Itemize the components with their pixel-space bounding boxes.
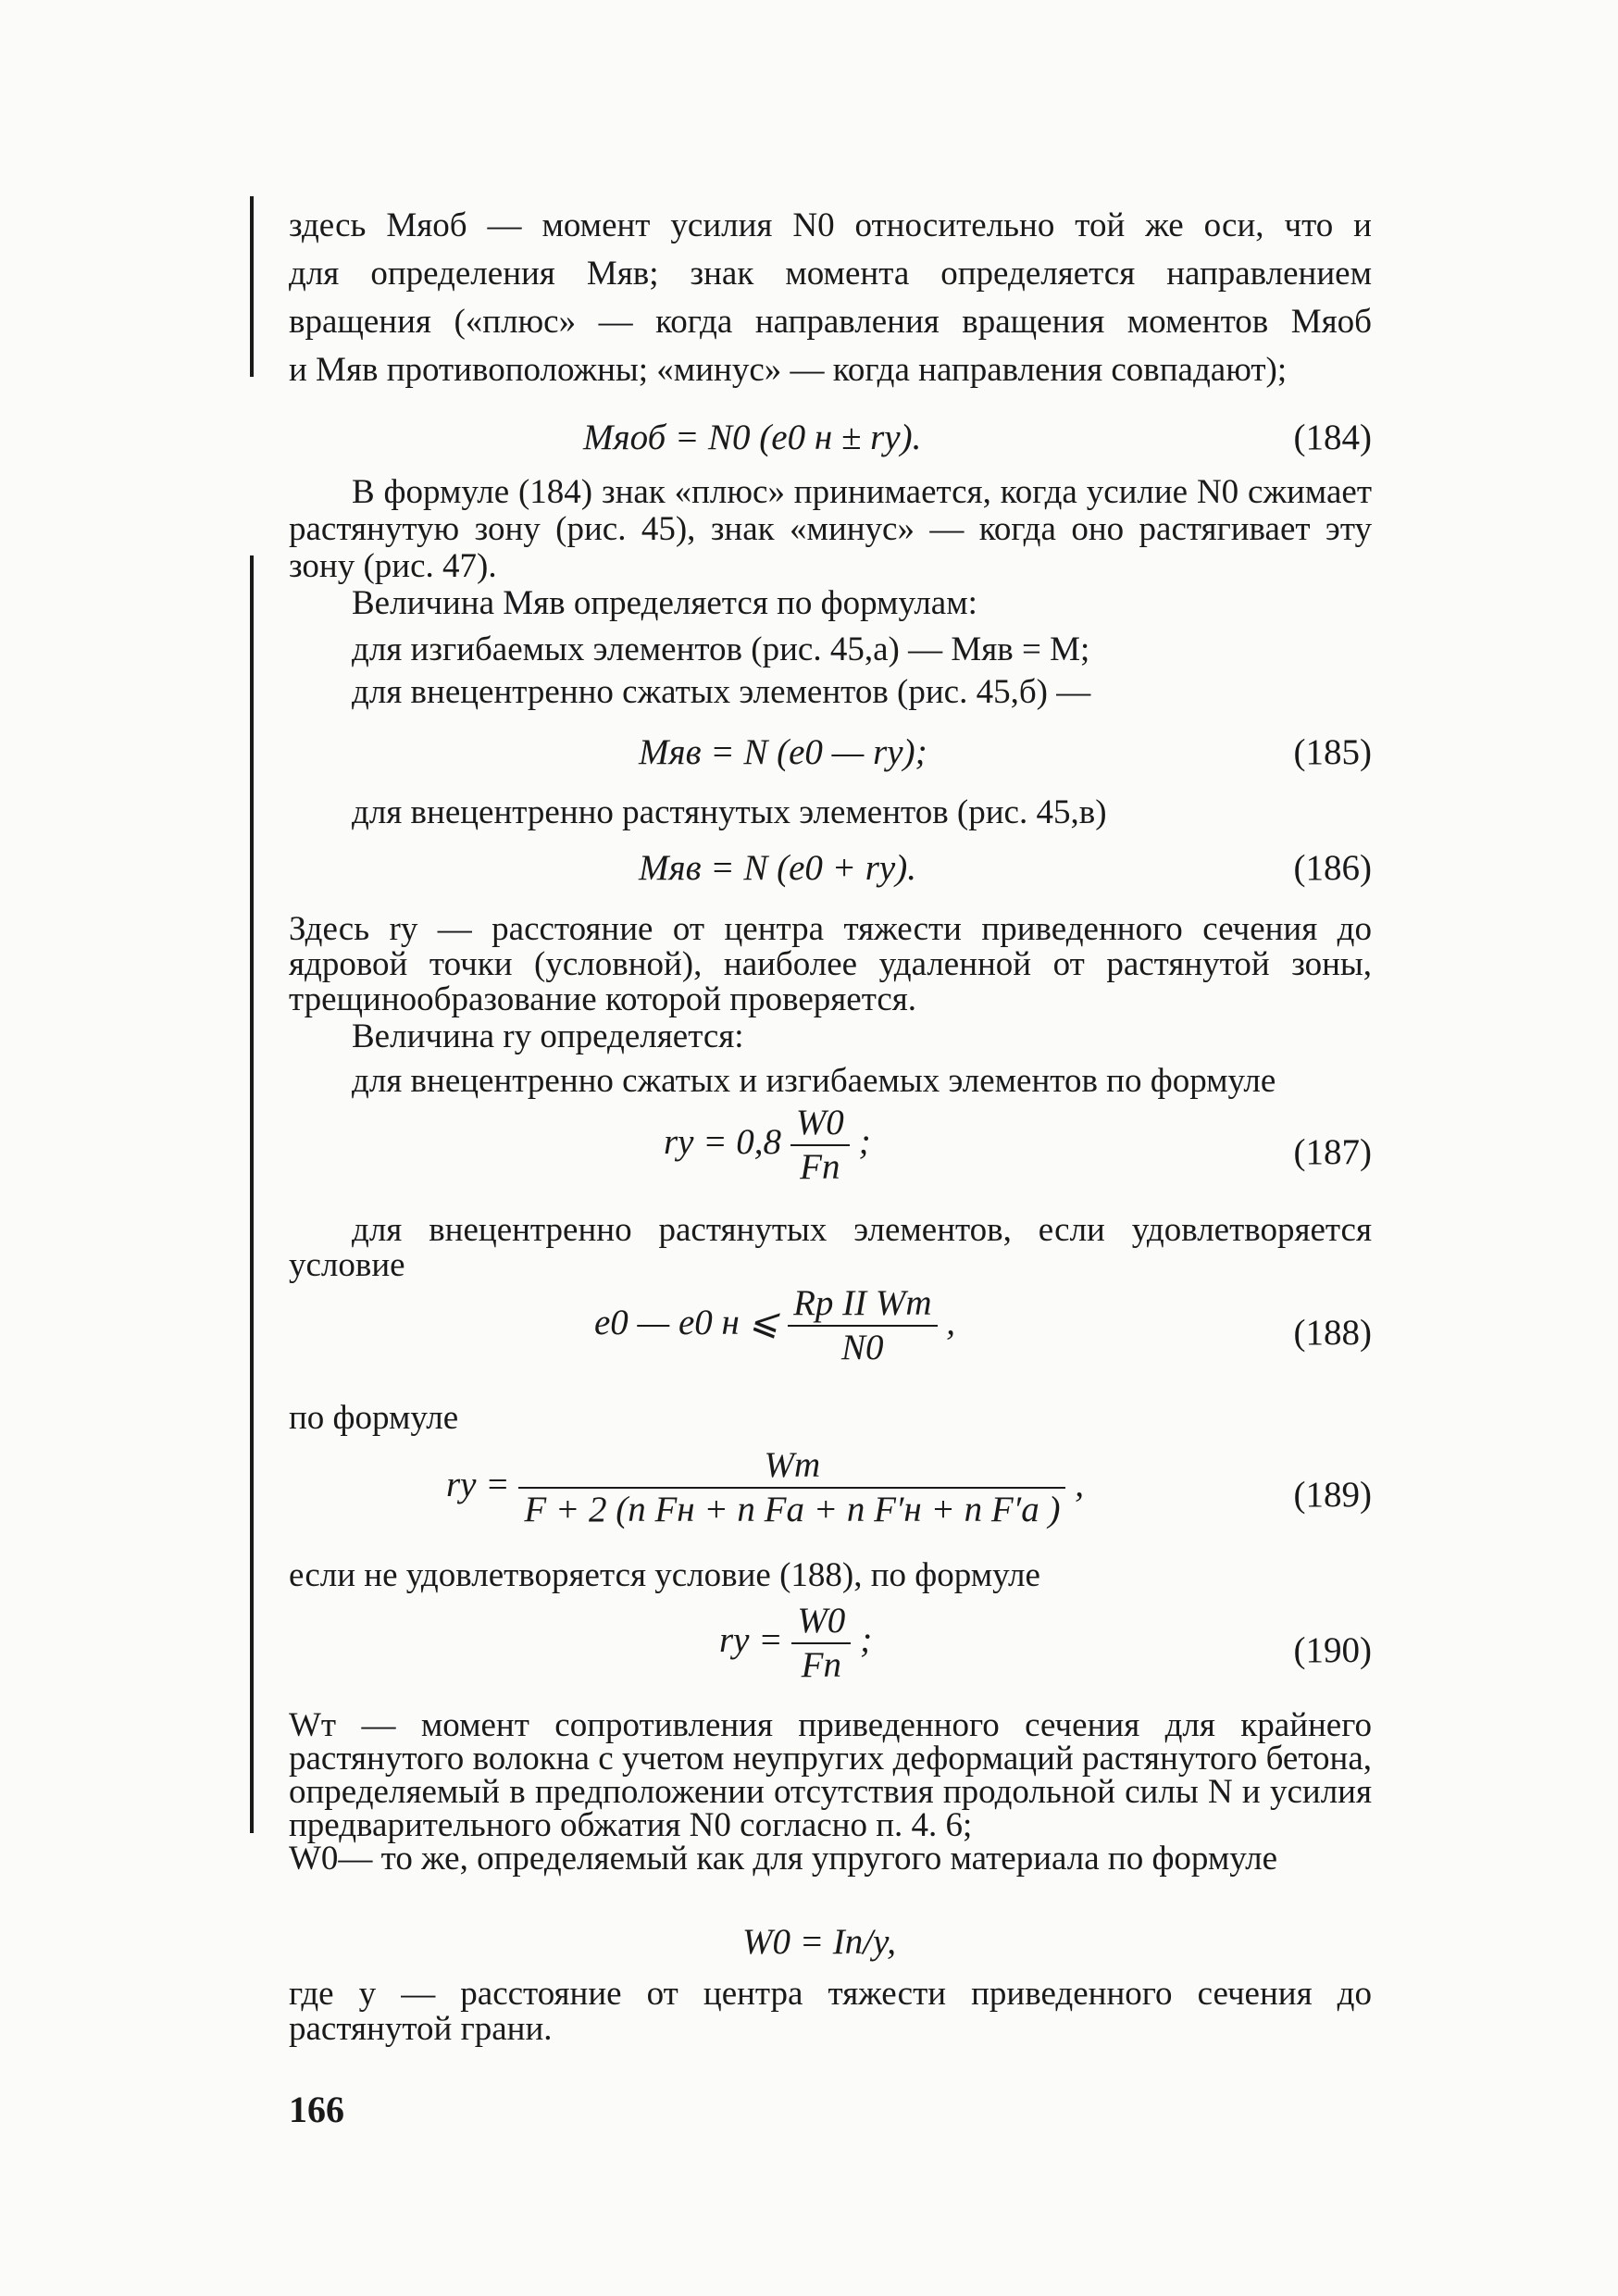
paragraph-by-formula: по формуле <box>289 1399 459 1437</box>
fraction <box>788 1282 937 1369</box>
formula: Mяоб = N0 (e0 н ± rу). <box>583 418 922 457</box>
formula-tail: ; <box>858 1121 871 1162</box>
paragraph-ry-def: Здесь rу — расстояние от центра тяжести приведенного сечения до ядровой точки (условной), наиболее удаленной от растянутой зоны, трещинообразование которой проверяется. <box>289 910 1372 1018</box>
page-number: 166 <box>289 2089 344 2130</box>
equation-number: (184) <box>1293 418 1372 457</box>
equation-187 <box>289 1102 1372 1204</box>
paragraph-mv-intro: Величина Mяв определяется по формулам: <box>352 584 977 622</box>
numerator: W0 <box>791 1600 851 1644</box>
text-line: для определения Mяв; знак момента определяется направлением <box>289 255 1372 293</box>
denominator: F + 2 (n Fн + n Fа + n F′н + n F′а ) <box>524 1490 1061 1529</box>
formula-tail: , <box>1075 1464 1084 1504</box>
formula-tail: , <box>946 1302 956 1342</box>
denominator: N0 <box>841 1328 884 1367</box>
paragraph-compressed: для внецентренно сжатых элементов (рис. 45,б) — <box>352 673 1091 711</box>
equation-number: (190) <box>1293 1630 1372 1670</box>
formula: Mяв = N (e0 + rу). <box>639 848 916 888</box>
fraction <box>518 1444 1065 1531</box>
formula-lhs: rу = <box>719 1619 783 1660</box>
equation-189 <box>289 1444 1372 1546</box>
fraction <box>790 1102 850 1189</box>
numerator: W0 <box>790 1102 850 1146</box>
formula-lhs: e0 — e0 н ⩽ <box>594 1302 779 1342</box>
paragraph-ry-intro: Величина rу определяется: <box>352 1017 744 1055</box>
formula <box>594 1282 955 1369</box>
formula <box>446 1444 1084 1531</box>
change-bar <box>250 196 254 377</box>
text-line: и Mяв противоположны; «минус» — когда направления совпадают); <box>289 351 1288 389</box>
paragraph-moment-def <box>289 202 1372 394</box>
paragraph-compressed-bending: для внецентренно сжатых и изгибаемых элементов по формуле <box>352 1062 1276 1100</box>
paragraph-w0-def: W0— то же, определяемый как для упругого материала по формуле <box>289 1840 1278 1878</box>
paragraph-not-satisfied: если не удовлетворяется условие (188), по формуле <box>289 1556 1040 1594</box>
paragraph-y-def: где y — расстояние от центра тяжести приведенного сечения до растянутой грани. <box>289 1975 1372 2048</box>
equation-number: (187) <box>1293 1132 1372 1172</box>
equation-number: (188) <box>1293 1313 1372 1353</box>
equation-number: (189) <box>1293 1475 1372 1515</box>
text-line: вращения («плюс» — когда направления вращения моментов Mяоб <box>289 303 1372 341</box>
formula: W0 = Iп/y, <box>742 1922 897 1962</box>
denominator: Fп <box>801 1645 841 1685</box>
formula <box>664 1102 871 1189</box>
numerator: Wт <box>518 1444 1065 1489</box>
paragraph-tensioned: для внецентренно растянутых элементов (рис. 45,в) <box>352 793 1107 831</box>
equation-number: (186) <box>1293 848 1372 888</box>
formula <box>719 1600 872 1687</box>
formula-lhs: rу = 0,8 <box>664 1121 782 1162</box>
paragraph-bending: для изгибаемых элементов (рис. 45,а) — Mяв = M; <box>352 630 1090 668</box>
equation-190 <box>289 1600 1372 1702</box>
equation-188 <box>289 1282 1372 1384</box>
paragraph-tensioned-condition: для внецентренно растянутых элементов, если удовлетворяется условие <box>289 1211 1372 1284</box>
denominator: Fп <box>800 1147 840 1187</box>
change-bar <box>250 555 254 1833</box>
formula-tail: ; <box>860 1619 873 1660</box>
equation-number: (185) <box>1293 732 1372 772</box>
numerator: Rр II Wт <box>788 1282 937 1327</box>
fraction <box>791 1600 851 1687</box>
paragraph-wt-def: Wт — момент сопротивления приведенного сечения для крайнего растянутого волокна с учетом неупругих деформаций растянутого бетона, определяемый в предположении отсутствия продольной силы N и усилия предварительного обжатия N0 согласно п. 4. 6; <box>289 1706 1372 1844</box>
formula: Mяв = N (e0 — rу); <box>639 732 927 772</box>
text-line: здесь Mяоб — момент усилия N0 относительно той же оси, что и <box>289 206 1372 244</box>
paragraph-sign-rule: В формуле (184) знак «плюс» принимается, когда усилие N0 сжимает растянутую зону (рис. 45), знак «минус» — когда оно растягивает эту зону (рис. 47). <box>289 473 1372 585</box>
formula-lhs: rу = <box>446 1464 510 1504</box>
